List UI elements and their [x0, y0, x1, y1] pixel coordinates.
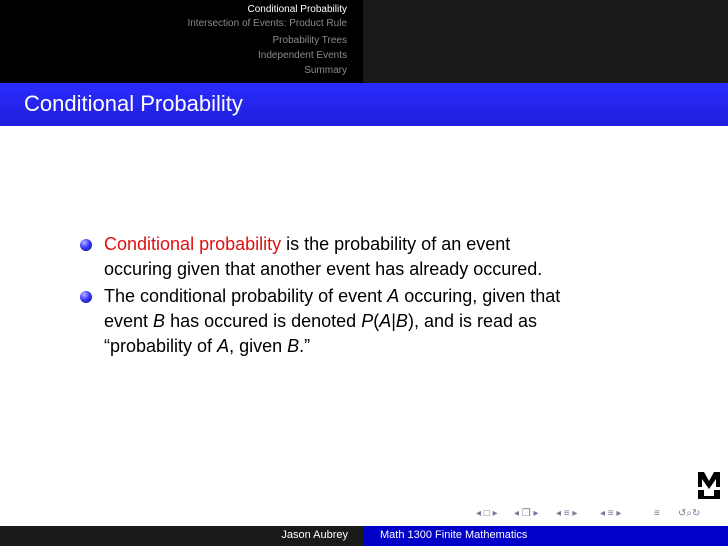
bullet-line: [104, 309, 680, 334]
nav-section-probability-trees[interactable]: Probability Trees: [272, 35, 347, 46]
math-symbol: (: [373, 311, 380, 331]
bullet-text: “probability of: [104, 336, 218, 356]
bullet-text: , and is read as: [413, 311, 538, 331]
frame-title: Conditional Probability: [24, 91, 243, 116]
nav-appendix-control[interactable]: ≡: [654, 508, 660, 519]
math-symbol: |: [391, 311, 396, 331]
footer-course-panel: [364, 526, 728, 546]
bullet-text: The conditional probability of event: [104, 286, 388, 306]
math-symbol: ): [407, 311, 414, 331]
nav-section-controls[interactable]: ◂ ≡ ▸: [600, 508, 622, 519]
nav-section-summary[interactable]: Summary: [304, 65, 347, 76]
header-bar: [0, 0, 728, 83]
bullet-item-notation: [80, 284, 680, 359]
math-variable: B: [153, 311, 166, 331]
footer-course: Math 1300 Finite Mathematics: [380, 529, 528, 541]
section-navigation: [0, 0, 363, 83]
nav-section-independent-events[interactable]: Independent Events: [258, 50, 347, 61]
footer-author: Jason Aubrey: [281, 529, 348, 541]
bullet-list: [80, 232, 680, 361]
bullet-line: [104, 232, 680, 257]
nav-frame-controls[interactable]: ◂ ❐ ▸: [514, 508, 539, 519]
bullet-line: [104, 284, 680, 309]
header-right-panel: [363, 0, 728, 83]
bullet-text: occuring, given that: [399, 286, 561, 306]
bullet-item-definition: [80, 232, 680, 282]
highlighted-term: Conditional probability: [104, 234, 282, 254]
nav-subsection-controls[interactable]: ◂ ≡ ▸: [556, 508, 578, 519]
footer-author-panel: [0, 526, 364, 546]
nav-slide-controls[interactable]: ◂ □ ▸: [476, 508, 498, 519]
math-variable: A: [217, 336, 230, 356]
bullet-text: has occured is denoted: [165, 311, 362, 331]
bullet-text: is the probability of an event: [281, 234, 511, 254]
bullet-text: event: [104, 311, 154, 331]
footer-bar: [0, 526, 728, 546]
bullet-ball-icon: [80, 239, 92, 251]
bullet-ball-icon: [80, 291, 92, 303]
math-variable: A: [379, 311, 392, 331]
frame-title-bar: [0, 83, 728, 126]
bullet-text: .”: [299, 336, 311, 356]
math-variable: B: [395, 311, 408, 331]
bullet-text: , given: [229, 336, 288, 356]
bullet-text: occuring given that another event has already occured.: [104, 259, 543, 279]
nav-section-product-rule[interactable]: Intersection of Events: Product Rule: [187, 18, 347, 29]
math-variable: B: [287, 336, 300, 356]
university-logo-icon: [696, 470, 722, 501]
nav-search-controls[interactable]: ↺⌕↻: [678, 508, 701, 519]
math-symbol: P: [361, 311, 374, 331]
nav-section-conditional-probability[interactable]: Conditional Probability: [247, 4, 347, 15]
math-variable: A: [387, 286, 400, 306]
bullet-line: [104, 334, 680, 359]
